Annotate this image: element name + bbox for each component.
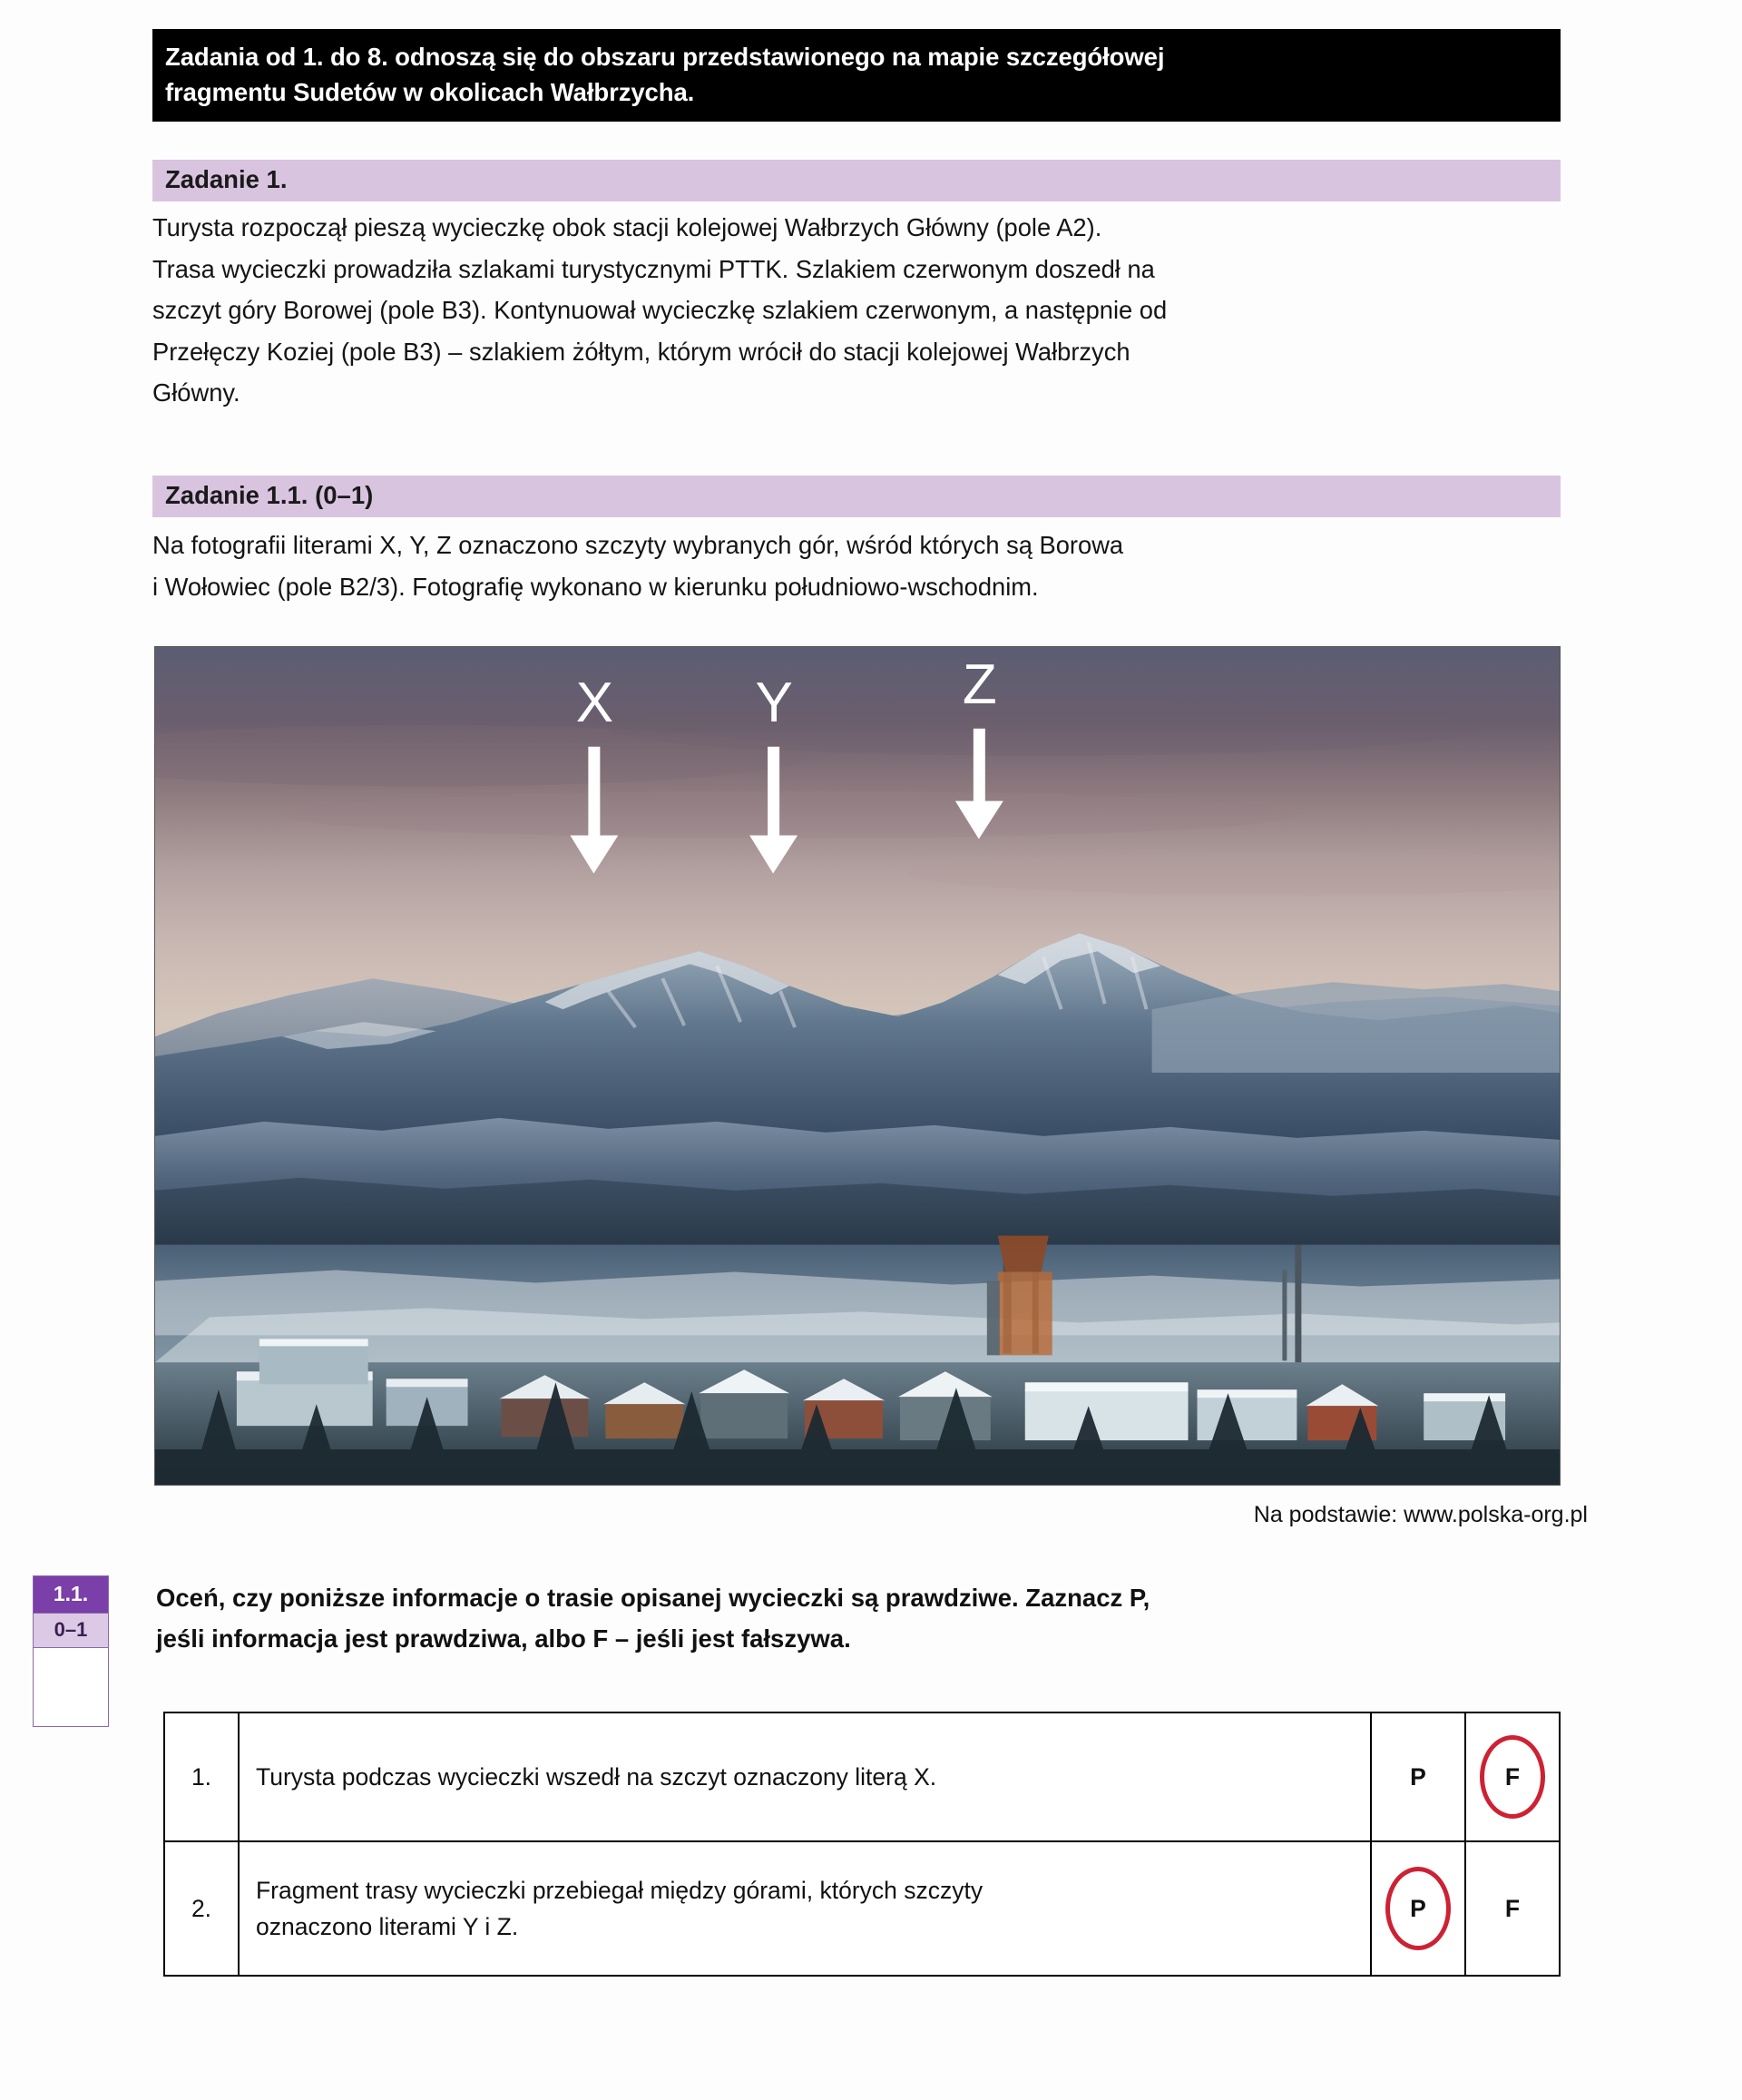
answer-instruction — [156, 1577, 1571, 1659]
marker-label-y: Y — [755, 671, 793, 734]
row-2-option-f[interactable] — [1465, 1841, 1560, 1976]
row-1-option-f-label: F — [1504, 1762, 1521, 1791]
row-statement — [239, 1712, 1371, 1841]
task-1-1-line-2: i Wołowiec (pole B2/3). Fotografię wykonano w kierunku południowo-wschodnim. — [152, 572, 1039, 601]
banner-line-2: fragmentu Sudetów w okolicach Wałbrzycha. — [165, 78, 695, 107]
marker-label-z: Z — [962, 653, 997, 716]
banner-line-1: Zadania od 1. do 8. odnoszą się do obszaru przedstawionego na mapie szczegółowej — [165, 43, 1165, 71]
score-box — [33, 1575, 109, 1727]
photo-credit: Na podstawie: www.polska-org.pl — [1253, 1502, 1588, 1527]
task-1-line-5: Główny. — [152, 378, 240, 407]
row-number: 1. — [164, 1712, 239, 1841]
panorama-illustration — [155, 647, 1560, 1485]
answer-table — [163, 1712, 1561, 1977]
task-1-line-1: Turysta rozpoczął pieszą wycieczkę obok stacji kolejowej Wałbrzych Główny (pole A2). — [152, 213, 1102, 241]
row-2-option-p-label: P — [1410, 1894, 1426, 1922]
task-1-paragraph — [152, 207, 1568, 414]
score-box-points: 0–1 — [34, 1613, 108, 1647]
task-1-1-paragraph — [152, 525, 1568, 607]
marker-arrow-shaft-x — [588, 747, 600, 847]
instruction-line-2: jeśli informacja jest prawdziwa, albo F – jeśli jest fałszywa. — [156, 1624, 851, 1653]
marker-arrow-shaft-z — [974, 729, 985, 812]
task-1-line-2: Trasa wycieczki prowadziła szlakami turystycznymi PTTK. Szlakiem czerwonym doszedł na — [152, 254, 1155, 283]
row-statement-line-2: oznaczono literami Y i Z. — [256, 1913, 519, 1940]
row-1-option-f[interactable] — [1465, 1712, 1560, 1841]
section-banner — [152, 29, 1561, 122]
task-1-header: Zadanie 1. — [152, 160, 1561, 201]
row-1-option-p[interactable] — [1371, 1712, 1465, 1841]
marker-arrow-shaft-y — [768, 747, 779, 847]
task-1-1-line-1: Na fotografii literami X, Y, Z oznaczono szczyty wybranych gór, wśród których są Borowa — [152, 531, 1124, 559]
row-2-option-p[interactable] — [1371, 1841, 1465, 1976]
row-2-option-f-label: F — [1504, 1894, 1521, 1922]
row-statement — [239, 1841, 1371, 1976]
marker-label-x: X — [575, 671, 614, 734]
row-1-option-p-label: P — [1410, 1762, 1426, 1791]
score-box-task-id: 1.1. — [34, 1576, 108, 1613]
score-box-blank — [34, 1647, 108, 1726]
task-1-line-3: szczyt góry Borowej (pole B3). Kontynuował wycieczkę szlakiem czerwonym, a następnie od — [152, 296, 1168, 324]
task-1-1-header: Zadanie 1.1. (0–1) — [152, 476, 1561, 517]
table-row — [164, 1712, 1560, 1841]
row-number: 2. — [164, 1841, 239, 1976]
task-1-line-4: Przełęczy Koziej (pole B3) – szlakiem żółtym, którym wrócił do stacji kolejowej Wałbrzych — [152, 337, 1130, 366]
mountain-panorama-photo — [154, 646, 1561, 1486]
row-statement-line-1: Fragment trasy wycieczki przebiegał między górami, których szczyty — [256, 1877, 984, 1904]
row-statement-line-1: Turysta podczas wycieczki wszedł na szczyt oznaczony literą X. — [256, 1763, 937, 1791]
table-row — [164, 1841, 1560, 1976]
instruction-line-1: Oceń, czy poniższe informacje o trasie opisanej wycieczki są prawdziwe. Zaznacz P, — [156, 1584, 1150, 1612]
